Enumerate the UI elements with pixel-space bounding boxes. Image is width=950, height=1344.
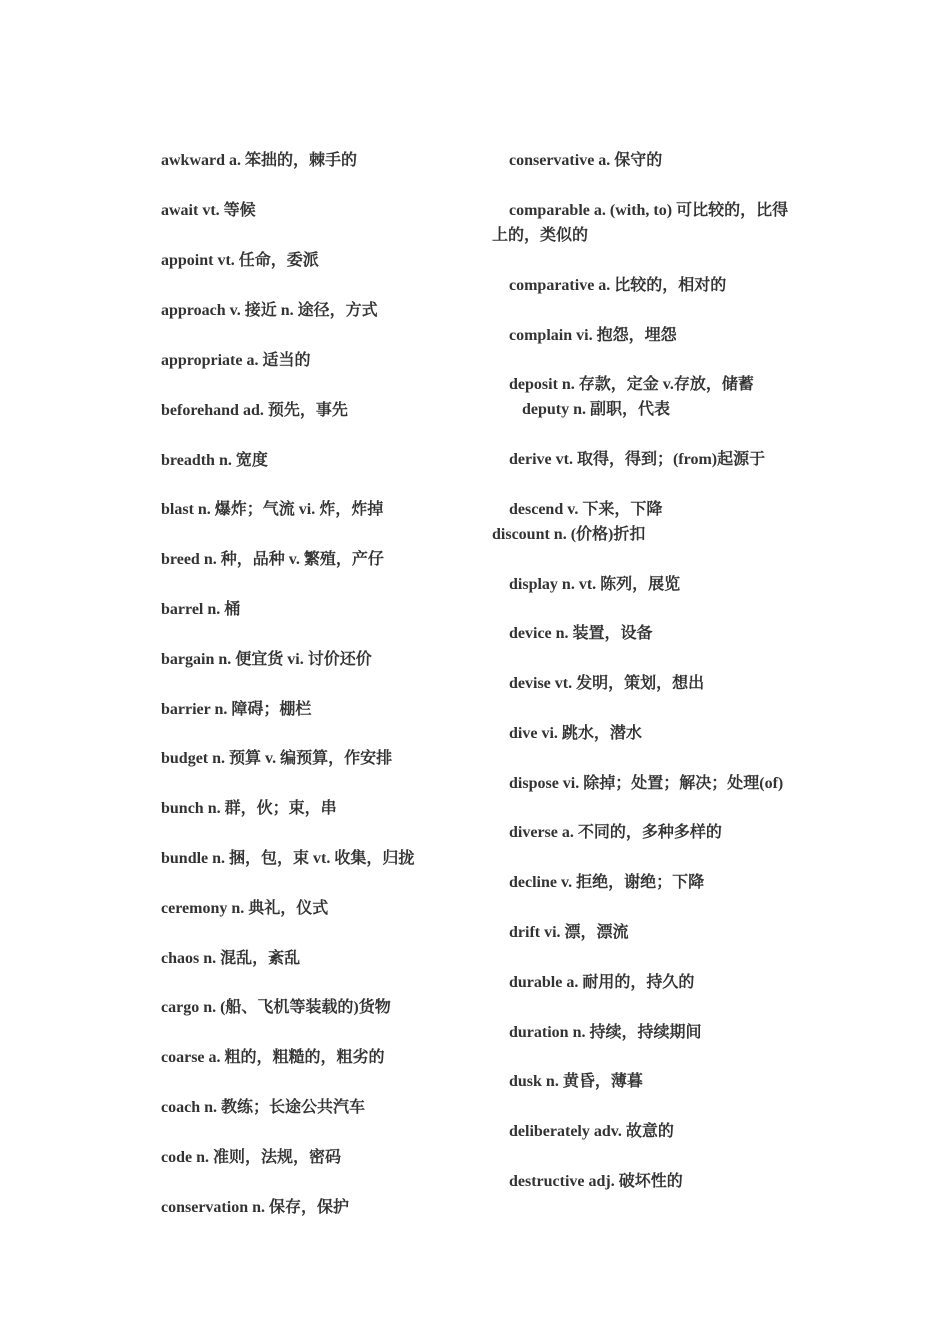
vocab-entry-derive: derive vt. 取得，得到；(from)起源于 [509, 451, 766, 468]
vocab-entry-approach: approach v. 接近 n. 途径，方式 [161, 302, 378, 319]
vocab-entry-bunch: bunch n. 群，伙；束，串 [161, 800, 337, 817]
vocab-entry-devise: devise vt. 发明，策划，想出 [509, 675, 705, 692]
vocab-entry-bundle: bundle n. 捆，包，束 vt. 收集，归拢 [161, 850, 415, 867]
vocab-entry-decline: decline v. 拒绝，谢绝；下降 [509, 874, 705, 891]
vocab-entry-beforehand: beforehand ad. 预先，事先 [161, 402, 348, 419]
vocab-entry-awkward: awkward a. 笨拙的，棘手的 [161, 152, 358, 169]
vocab-entry-breadth: breadth n. 宽度 [161, 452, 268, 469]
vocab-entry-conservation: conservation n. 保存，保护 [161, 1199, 350, 1216]
vocab-entry-ceremony: ceremony n. 典礼，仪式 [161, 900, 329, 917]
vocab-entry-comparable: comparable a. (with, to) 可比较的，比得 [509, 202, 789, 219]
vocab-entry-durable: durable a. 耐用的，持久的 [509, 974, 695, 991]
vocab-entry-comparable-continued: 上的，类似的 [492, 227, 589, 244]
vocab-entry-coach: coach n. 教练；长途公共汽车 [161, 1099, 366, 1116]
vocab-entry-drift: drift vi. 漂，漂流 [509, 924, 629, 941]
vocab-entry-appoint: appoint vt. 任命，委派 [161, 252, 319, 269]
vocab-entry-budget: budget n. 预算 v. 编预算，作安排 [161, 750, 393, 767]
vocab-entry-discount: discount n. (价格)折扣 [492, 526, 646, 543]
vocab-entry-deliberately: deliberately adv. 故意的 [509, 1123, 674, 1140]
vocab-entry-duration: duration n. 持续，持续期间 [509, 1024, 702, 1041]
vocab-entry-coarse: coarse a. 粗的，粗糙的，粗劣的 [161, 1049, 385, 1066]
vocab-entry-descend: descend v. 下来，下降 [509, 501, 663, 518]
vocab-entry-destructive: destructive adj. 破坏性的 [509, 1173, 683, 1190]
vocab-entry-await: await vt. 等候 [161, 202, 256, 219]
vocab-entry-cargo: cargo n. (船、飞机等装载的)货物 [161, 999, 391, 1016]
vocab-entry-device: device n. 装置，设备 [509, 625, 653, 642]
vocab-entry-comparative: comparative a. 比较的，相对的 [509, 277, 727, 294]
vocab-entry-barrel: barrel n. 桶 [161, 601, 241, 618]
vocab-entry-breed: breed n. 种，品种 v. 繁殖，产仔 [161, 551, 384, 568]
vocab-entry-deputy: deputy n. 副职，代表 [522, 401, 671, 418]
vocab-entry-appropriate: appropriate a. 适当的 [161, 352, 311, 369]
vocab-entry-dispose: dispose vi. 除掉；处置；解决；处理(of) [509, 775, 784, 792]
vocab-entry-bargain: bargain n. 便宜货 vi. 讨价还价 [161, 651, 372, 668]
vocab-entry-conservative: conservative a. 保守的 [509, 152, 663, 169]
vocab-entry-dusk: dusk n. 黄昏，薄暮 [509, 1073, 643, 1090]
vocab-entry-complain: complain vi. 抱怨，埋怨 [509, 327, 677, 344]
vocab-entry-barrier: barrier n. 障碍；棚栏 [161, 701, 312, 718]
vocab-entry-blast: blast n. 爆炸；气流 vi. 炸，炸掉 [161, 501, 384, 518]
vocab-entry-dive: dive vi. 跳水，潜水 [509, 725, 642, 742]
vocab-entry-code: code n. 准则，法规，密码 [161, 1149, 342, 1166]
vocab-entry-diverse: diverse a. 不同的，多种多样的 [509, 824, 722, 841]
vocab-entry-display: display n. vt. 陈列，展览 [509, 576, 681, 593]
vocab-entry-deposit: deposit n. 存款，定金 v.存放，储蓄 [509, 376, 754, 393]
vocab-entry-chaos: chaos n. 混乱，紊乱 [161, 950, 301, 967]
